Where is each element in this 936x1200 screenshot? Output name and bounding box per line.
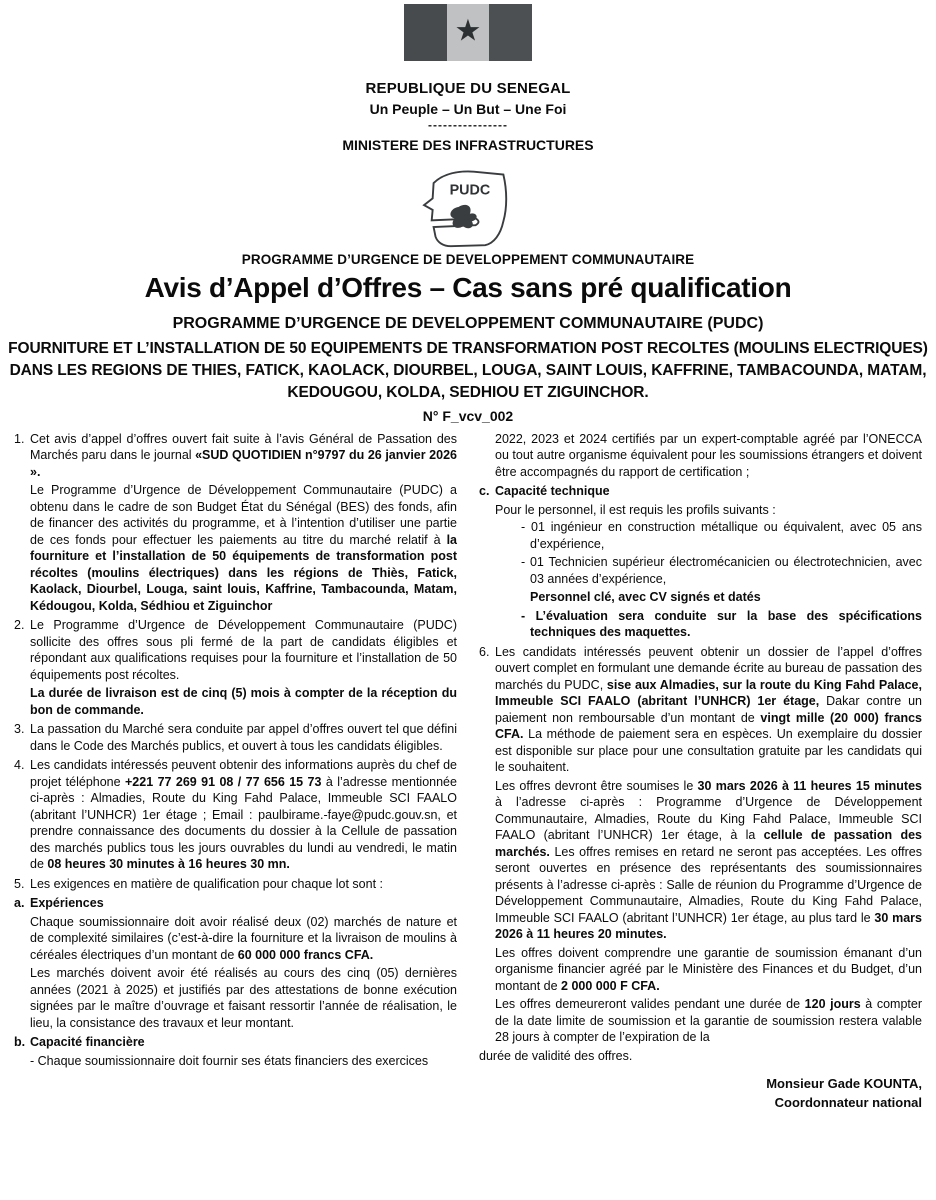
item-content	[30, 721, 457, 754]
section-title: Capacité technique	[495, 484, 610, 499]
section-heading-b	[14, 1034, 457, 1051]
item-paragraph: Cet avis d’appel d’offres ouvert fait suite à l’avis Général de Passation des Marchés paru dans le journal «SUD QUOTIDIEN n°9797 du 26 janvier 2026 ».	[30, 431, 457, 479]
program-name: PROGRAMME D’URGENCE DE DEVELOPPEMENT COMMUNAUTAIRE	[241, 252, 695, 267]
item-paragraph: Chaque soumissionnaire doit avoir réalisé deux (02) marchés de nature et de complexité similaires (c’est-à-dire la fourniture et la livraison de moulins à céréales électriques d’un montant de 60 000 000 francs CFA.	[30, 914, 457, 962]
star-icon: ★	[454, 14, 482, 47]
list-item-4	[14, 757, 457, 873]
document-header	[0, 0, 936, 424]
body-columns	[0, 424, 936, 1113]
item-content	[30, 876, 457, 893]
logo-emblem	[450, 205, 476, 228]
item-paragraph: Le Programme d’Urgence de Développement Communautaire (PUDC) sollicite des offres sous pli fermé de la part de candidats éligibles et répondant aux qualifications requises pour la fourniture et l’installation de 50 équipements post récoltes.	[30, 618, 457, 682]
section-marker: b.	[14, 1035, 26, 1050]
list-item-6	[479, 644, 922, 1046]
section-title: Expériences	[30, 896, 104, 911]
list-item-5	[14, 876, 457, 893]
item-paragraph: La passation du Marché sera conduite par appel d’offres ouvert tel que défini dans le Code des Marchés publics, et ouvert à tous les candidats éligibles.	[30, 722, 457, 753]
divider-dashes: ----------------	[428, 118, 508, 132]
item-marker: 6.	[479, 644, 490, 659]
list-item: - 01 Technicien supérieur électromécanicien ou électrotechnicien, avec 03 années d’expérience,	[521, 555, 922, 586]
flag-band-yellow	[447, 4, 490, 61]
item-marker: 5.	[14, 876, 25, 891]
subtitle-object: FOURNITURE ET L’INSTALLATION DE 50 EQUIPEMENTS DE TRANSFORMATION POST RECOLTES (MOULINS ELECTRIQUES) DANS LES REGIONS DE THIES, FATICK, KAOLACK, DIOURBEL, LOUGA, SAINT LOUIS, KAFFRINE, TAMBACOUNDA, MATAM, KEDOUGOU, KOLDA, SEDHIOU ET ZIGUINCHOR.	[8, 339, 928, 401]
national-motto: Un Peuple – Un But – Une Foi	[369, 101, 567, 117]
item-paragraph: Les offres devront être soumises le 30 mars 2026 à 11 heures 15 minutes à l’adresse ci-après : Programme d’Urgence de Développement Communautaire, Almadies, Route du King Fahd Palace, Immeuble SCI FAALO (abritant l’UNHCR) 1er étage, à la cellule de passation des marchés. Les offres remises en retard ne seront pas acceptées. Les offres seront ouvertes en présence des représentants des soumissionnaires présents à l’adresse ci-après : Salle de réunion du Programme d’Urgence de Développement Communautaire, Almadies, Route du King Fahd Palace, Immeuble SCI FAALO (abritant l’UNHCR) 1er étage, au plus tard le 30 mars 2026 à 11 heures 20 minutes.	[495, 778, 922, 942]
list-item: - 01 ingénieur en construction métallique ou équivalent, avec 05 ans d’expérience,	[521, 520, 922, 551]
item-paragraph: Pour le personnel, il est requis les profils suivants :	[495, 502, 776, 517]
item-paragraph: - Chaque soumissionnaire doit fournir ses états financiers des exercices	[30, 1053, 429, 1068]
item-paragraph: Les offres demeureront valides pendant une durée de 120 jours à compter de la date limite de soumission et la garantie de soumission restera valable 28 jours à compter de l’expiration de la	[495, 997, 922, 1045]
item-paragraph: Les marchés doivent avoir été réalisés au cours des cinq (05) dernières années (2021 à 2025) et justifiés par des attestations de bonne exécution signées par le maître d’ouvrage et faisant ressortir l’année de réalisation, le lieu, la consistance des travaux et leur montant.	[30, 966, 457, 1030]
signature-block	[479, 1075, 922, 1113]
section-c-content	[495, 502, 922, 641]
signatory-title: Coordonnateur national	[774, 1095, 922, 1111]
item-content	[30, 757, 457, 873]
item-paragraph: Le Programme d’Urgence de Développement Communautaire (PUDC) a obtenu dans le cadre de son Budget État du Sénégal (BES) des fonds, afin de financer des activités du programme, et à l’intention d’utiliser une partie de ces fonds pour effectuer les paiements au titre du marché relatif à la fourniture et l’installation de 50 équipements de transformation post récoltes (moulins électriques) dans les régions de Thiès, Fatick, Kaolack, Diourbel, Louga, saint louis, Kaffrine, Tambacounda, Matam, Kédougou, Kolda, Sédhiou et Ziguinchor	[30, 483, 457, 613]
item-paragraph: Les offres doivent comprendre une garantie de soumission émanant d’un organisme financier agréé par le Ministère des Finances et du Budget, d’un montant de 2 000 000 F CFA.	[495, 945, 922, 993]
tail-line: durée de validité des offres.	[479, 1048, 633, 1063]
item-marker: 4.	[14, 758, 25, 773]
item-content	[30, 431, 457, 615]
item-marker: 1.	[14, 431, 25, 446]
item-marker: 2.	[14, 618, 25, 633]
section-b-content	[30, 1053, 457, 1070]
item-content	[495, 644, 922, 1046]
subtitle-program: PROGRAMME D’URGENCE DE DEVELOPPEMENT COMMUNAUTAIRE (PUDC)	[172, 315, 764, 332]
profile-list	[521, 519, 922, 641]
item-paragraph: Les candidats intéressés peuvent obtenir un dossier de l’appel d’offres ouvert complet en formulant une demande écrite au bureau de passation des marchés du PUDC, sise aux Almadies, sur la route du King Fahd Palace, Immeuble SCI FAALO (abritant l’UNHCR) 1er étage, Dakar contre un paiement non remboursable d’un montant de vingt mille (20 000) francs CFA. La méthode de paiement sera en espèces. Un exemplaire du dossier est disponible sur place pour une consultation gratuite par les candidats qui le souhaitent.	[495, 644, 922, 775]
list-item-3	[14, 721, 457, 754]
section-heading-a	[14, 895, 457, 912]
right-column	[479, 431, 922, 1113]
list-item-1	[14, 431, 457, 615]
section-title: Capacité financière	[30, 1035, 145, 1050]
country-title: REPUBLIQUE DU SENEGAL	[365, 80, 571, 97]
flag-band-red	[489, 4, 532, 61]
list-item: Personnel clé, avec CV signés et datés	[530, 590, 761, 605]
list-item: - L’évaluation sera conduite sur la base des spécifications techniques des maquettes.	[521, 608, 922, 640]
section-marker: a.	[14, 896, 25, 911]
section-marker: c.	[479, 484, 490, 499]
signatory-name: Monsieur Gade KOUNTA,	[766, 1076, 922, 1092]
reference-number: N° F_vcv_002	[422, 407, 514, 424]
item-paragraph: La durée de livraison est de cinq (5) mois à compter de la réception du bon de commande.	[30, 686, 457, 717]
continuation-paragraph: 2022, 2023 et 2024 certifiés par un expert-comptable agréé par l’ONECCA ou tout autre organisme équivalent pour les soumissions étrangers et doivent être accompagnés du rapport de certification ;	[495, 431, 922, 479]
item-content	[30, 617, 457, 718]
item-marker: 3.	[14, 722, 25, 737]
section-heading-c	[479, 483, 922, 500]
item-paragraph: Les exigences en matière de qualification pour chaque lot sont :	[30, 876, 384, 891]
section-a-content	[30, 914, 457, 1032]
pudc-logo	[419, 164, 517, 250]
left-column	[14, 431, 457, 1113]
senegal-flag	[404, 4, 532, 61]
item-paragraph: Les candidats intéressés peuvent obtenir des informations auprès du chef de projet téléphone +221 77 269 91 08 / 77 656 15 73 à l’adresse mentionnée ci-après : Almadies, Route du King Fahd Palace, Immeuble SCI FAALO (abritant l’UNHCR) 1er étage ; Email : paulbirame.-faye@pudc.gouv.sn, et prendre connaissance des documents du dossier à la Cellule de passation des marchés publics tous les jours ouvrables du lundi au vendredi, le matin de 08 heures 30 minutes à 16 heures 30 mn.	[30, 758, 457, 872]
pudc-logo-text: PUDC	[449, 182, 491, 199]
list-item-2	[14, 617, 457, 718]
flag-band-green	[404, 4, 447, 61]
ministry-title: MINISTERE DES INFRASTRUCTURES	[342, 137, 594, 153]
document-title: Avis d’Appel d’Offres – Cas sans pré qualification	[144, 272, 792, 303]
